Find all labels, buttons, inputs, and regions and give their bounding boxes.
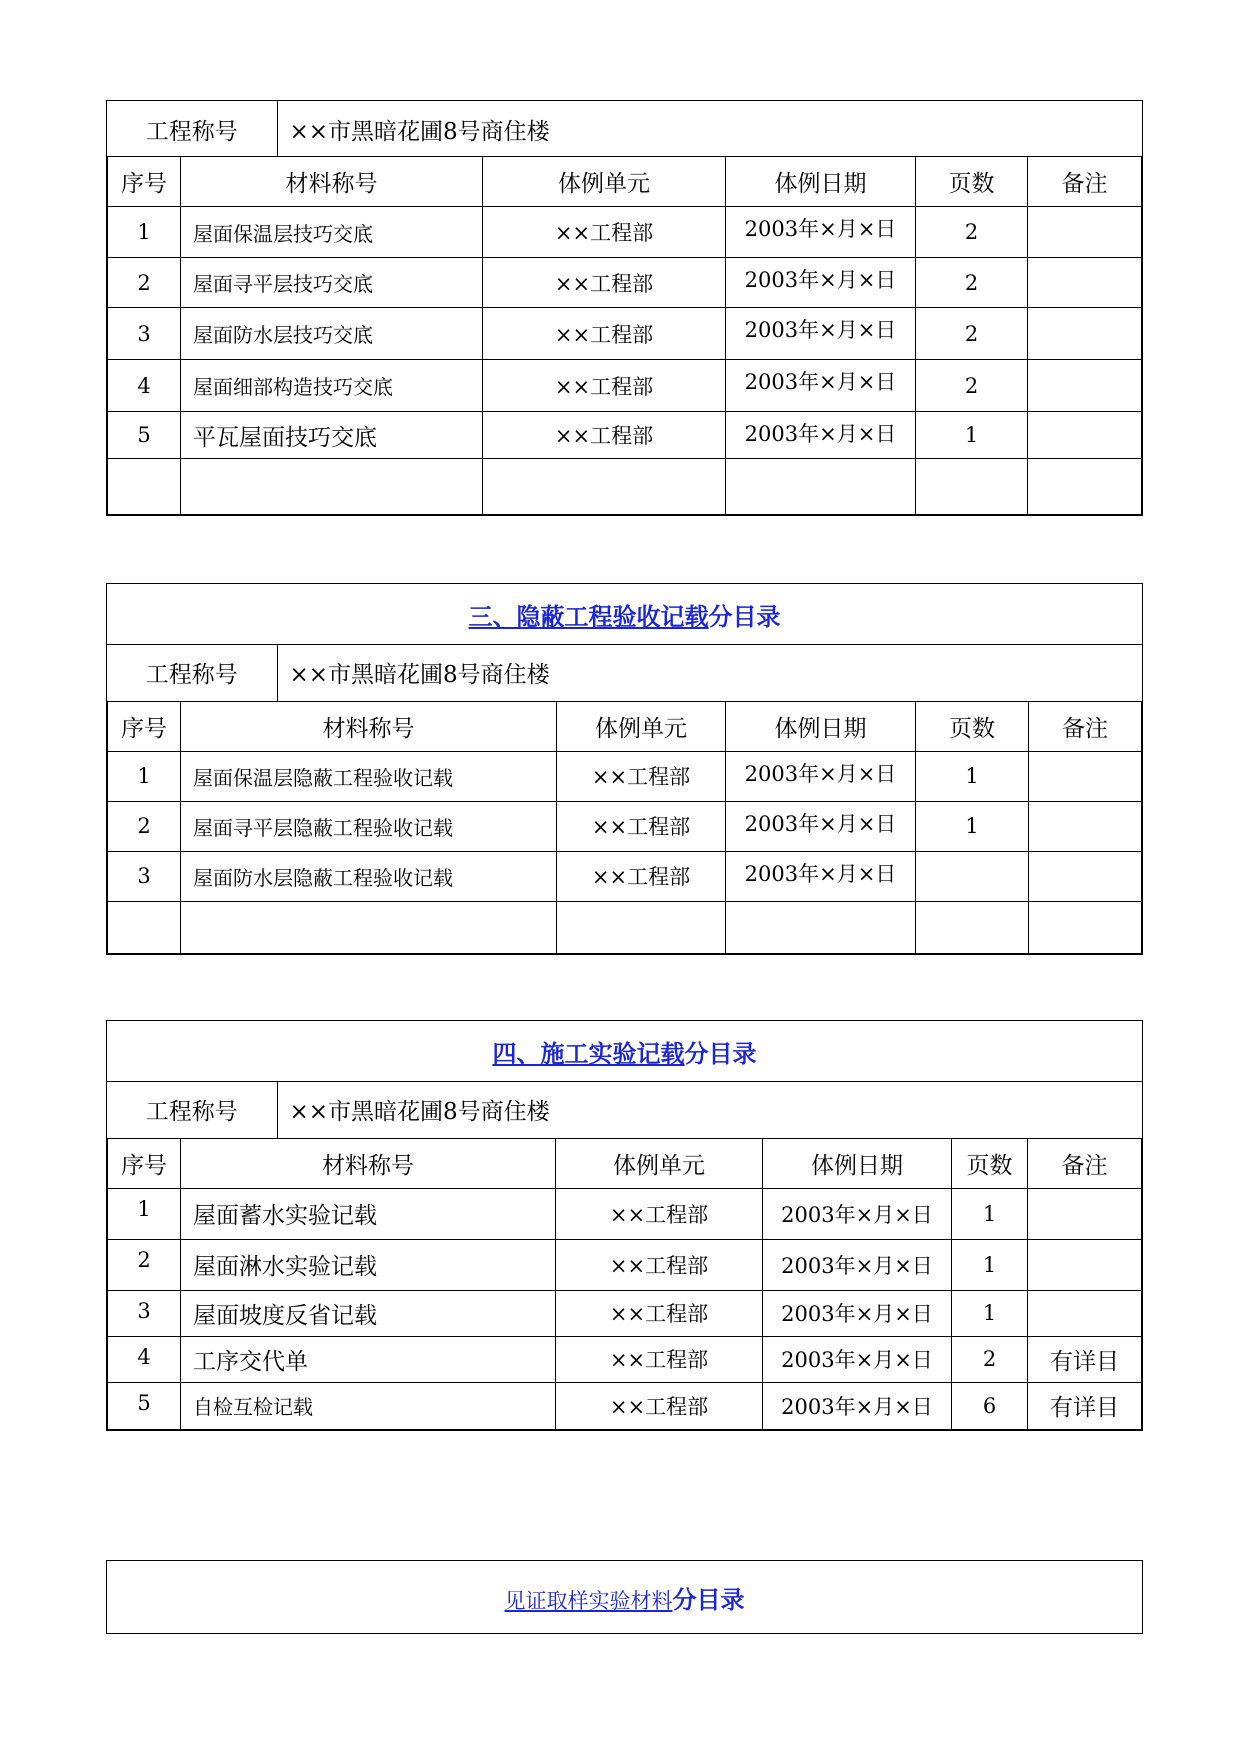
- row-unit: ××工程部: [557, 801, 726, 851]
- header-pages: 页数: [952, 1138, 1028, 1188]
- table-row: [108, 207, 1142, 258]
- header-date: 体例日期: [726, 157, 916, 207]
- section-title: [107, 584, 1142, 644]
- header-note: 备注: [1029, 701, 1142, 751]
- project-label: 工程称号: [107, 645, 277, 701]
- header-name: 材料称号: [181, 701, 557, 751]
- section-title-suffix: 分目录: [684, 1038, 757, 1068]
- title-table: [107, 1021, 1142, 1081]
- table-technical-disclosure: [106, 100, 1143, 516]
- row-pages: [916, 851, 1029, 901]
- row-pages: 1: [952, 1188, 1028, 1239]
- header-row: [108, 1138, 1142, 1188]
- table-row: [108, 1382, 1142, 1429]
- catalog-table: [107, 156, 1142, 515]
- row-no: 1: [108, 1188, 181, 1239]
- empty-cell: [181, 459, 483, 515]
- row-date: 2003年×月×日: [726, 308, 916, 360]
- row-note: [1028, 1239, 1142, 1290]
- row-no: 3: [108, 308, 181, 360]
- table-row: [108, 751, 1142, 801]
- header-name: 材料称号: [181, 1138, 556, 1188]
- row-note: 有详目: [1028, 1382, 1142, 1429]
- row-no: 1: [108, 751, 181, 801]
- row-date: 2003年×月×日: [726, 258, 916, 308]
- header-name: 材料称号: [181, 157, 483, 207]
- empty-cell: [916, 901, 1029, 953]
- row-date: 2003年×月×日: [726, 207, 916, 258]
- row-no: 4: [108, 1336, 181, 1382]
- row-name: 屋面细部构造技巧交底: [181, 360, 483, 412]
- row-note: [1028, 360, 1142, 412]
- header-pages: 页数: [916, 157, 1028, 207]
- row-name: 屋面寻平层技巧交底: [181, 258, 483, 308]
- empty-cell: [108, 901, 181, 953]
- row-name: 屋面淋水实验记载: [181, 1239, 556, 1290]
- row-no: 2: [108, 801, 181, 851]
- project-row: [107, 644, 1142, 701]
- row-pages: 2: [952, 1336, 1028, 1382]
- row-date: 2003年×月×日: [726, 751, 916, 801]
- table-row: [108, 1336, 1142, 1382]
- row-note: [1028, 258, 1142, 308]
- row-unit: ××工程部: [556, 1336, 763, 1382]
- row-date: 2003年×月×日: [763, 1188, 952, 1239]
- row-date: 2003年×月×日: [763, 1382, 952, 1429]
- header-row: [108, 157, 1142, 207]
- empty-cell: [557, 901, 726, 953]
- row-note: [1029, 751, 1142, 801]
- row-no: 3: [108, 851, 181, 901]
- row-name: 屋面蓄水实验记载: [181, 1188, 556, 1239]
- empty-cell: [1028, 459, 1142, 515]
- row-date: 2003年×月×日: [726, 360, 916, 412]
- row-date: 2003年×月×日: [726, 851, 916, 901]
- row-note: [1028, 412, 1142, 459]
- row-name: 屋面防水层技巧交底: [181, 308, 483, 360]
- row-note: [1028, 207, 1142, 258]
- row-pages: 1: [916, 801, 1029, 851]
- row-pages: 2: [916, 258, 1028, 308]
- row-unit: ××工程部: [556, 1239, 763, 1290]
- project-label: 工程称号: [107, 1082, 277, 1138]
- row-pages: 1: [916, 751, 1029, 801]
- title-table: [107, 584, 1142, 644]
- table-row: [108, 258, 1142, 308]
- header-date: 体例日期: [763, 1138, 952, 1188]
- table-row: [108, 1188, 1142, 1239]
- table-row: [108, 360, 1142, 412]
- row-no: 4: [108, 360, 181, 412]
- section-title: [107, 1021, 1142, 1081]
- row-unit: ××工程部: [556, 1382, 763, 1429]
- section-title-suffix: 分目录: [708, 601, 781, 631]
- row-name: 屋面坡度反省记载: [181, 1290, 556, 1336]
- table-row: [108, 801, 1142, 851]
- header-no: 序号: [108, 701, 181, 751]
- section-title-link[interactable]: 三、隐蔽工程验收记载: [468, 601, 709, 631]
- empty-cell: [181, 901, 557, 953]
- row-no: 2: [108, 258, 181, 308]
- row-unit: ××工程部: [483, 258, 726, 308]
- row-name: 工序交代单: [181, 1336, 556, 1382]
- row-unit: ××工程部: [557, 751, 726, 801]
- project-name: ××市黑暗花圃8号商住楼: [289, 662, 550, 689]
- row-note: [1028, 1188, 1142, 1239]
- project-row: [107, 1081, 1142, 1138]
- row-pages: 2: [916, 360, 1028, 412]
- row-unit: ××工程部: [483, 308, 726, 360]
- row-pages: 2: [916, 308, 1028, 360]
- row-no: 5: [108, 1382, 181, 1429]
- empty-cell: [1029, 901, 1142, 953]
- section-title-link[interactable]: 四、施工实验记载: [492, 1038, 685, 1068]
- section-title: [107, 1561, 1142, 1633]
- empty-cell: [726, 901, 916, 953]
- project-name: ××市黑暗花圃8号商住楼: [289, 1099, 550, 1126]
- row-unit: ××工程部: [556, 1290, 763, 1336]
- row-name: 屋面保温层技巧交底: [181, 207, 483, 258]
- table-row: [108, 308, 1142, 360]
- row-name: 屋面寻平层隐蔽工程验收记载: [181, 801, 557, 851]
- row-name: 屋面保温层隐蔽工程验收记载: [181, 751, 557, 801]
- header-unit: 体例单元: [556, 1138, 763, 1188]
- row-unit: ××工程部: [483, 412, 726, 459]
- empty-cell: [108, 459, 181, 515]
- table-row: [108, 1290, 1142, 1336]
- header-unit: 体例单元: [483, 157, 726, 207]
- row-date: 2003年×月×日: [763, 1290, 952, 1336]
- header-pages: 页数: [916, 701, 1029, 751]
- section-title-suffix: 分目录: [672, 1584, 745, 1614]
- table-row: [108, 412, 1142, 459]
- row-unit: ××工程部: [483, 207, 726, 258]
- row-no: 5: [108, 412, 181, 459]
- header-note: 备注: [1028, 157, 1142, 207]
- header-unit: 体例单元: [557, 701, 726, 751]
- row-pages: 2: [916, 207, 1028, 258]
- row-name: 自检互检记载: [181, 1382, 556, 1429]
- row-unit: ××工程部: [557, 851, 726, 901]
- row-pages: 1: [916, 412, 1028, 459]
- row-note: [1029, 801, 1142, 851]
- section-title-link[interactable]: 见证取样实验材料: [504, 1588, 673, 1613]
- project-name: ××市黑暗花圃8号商住楼: [289, 118, 550, 145]
- empty-row: [108, 901, 1142, 953]
- row-no: 2: [108, 1239, 181, 1290]
- table-row: [108, 1239, 1142, 1290]
- title-table: [107, 1561, 1142, 1633]
- table-row: [108, 851, 1142, 901]
- empty-row: [108, 459, 1142, 515]
- header-note: 备注: [1028, 1138, 1142, 1188]
- row-note: [1028, 308, 1142, 360]
- row-pages: 1: [952, 1239, 1028, 1290]
- row-no: 1: [108, 207, 181, 258]
- row-pages: 1: [952, 1290, 1028, 1336]
- table-construction-tests: [106, 1020, 1143, 1431]
- row-unit: ××工程部: [556, 1188, 763, 1239]
- catalog-table: [107, 701, 1142, 954]
- row-note: [1028, 1290, 1142, 1336]
- row-date: 2003年×月×日: [726, 412, 916, 459]
- header-row: [108, 701, 1142, 751]
- row-note: 有详目: [1028, 1336, 1142, 1382]
- row-name: 平瓦屋面技巧交底: [181, 412, 483, 459]
- row-date: 2003年×月×日: [763, 1239, 952, 1290]
- empty-cell: [726, 459, 916, 515]
- empty-cell: [916, 459, 1028, 515]
- project-row: [107, 101, 1142, 157]
- header-no: 序号: [108, 157, 181, 207]
- row-note: [1029, 851, 1142, 901]
- header-date: 体例日期: [726, 701, 916, 751]
- row-unit: ××工程部: [483, 360, 726, 412]
- row-name: 屋面防水层隐蔽工程验收记载: [181, 851, 557, 901]
- catalog-table: [107, 1138, 1142, 1430]
- row-date: 2003年×月×日: [763, 1336, 952, 1382]
- empty-cell: [483, 459, 726, 515]
- row-pages: 6: [952, 1382, 1028, 1429]
- table-witness-sampling: [106, 1560, 1143, 1634]
- row-no: 3: [108, 1290, 181, 1336]
- project-label: 工程称号: [107, 101, 277, 157]
- header-no: 序号: [108, 1138, 181, 1188]
- table-concealed-works: [106, 583, 1143, 955]
- row-date: 2003年×月×日: [726, 801, 916, 851]
